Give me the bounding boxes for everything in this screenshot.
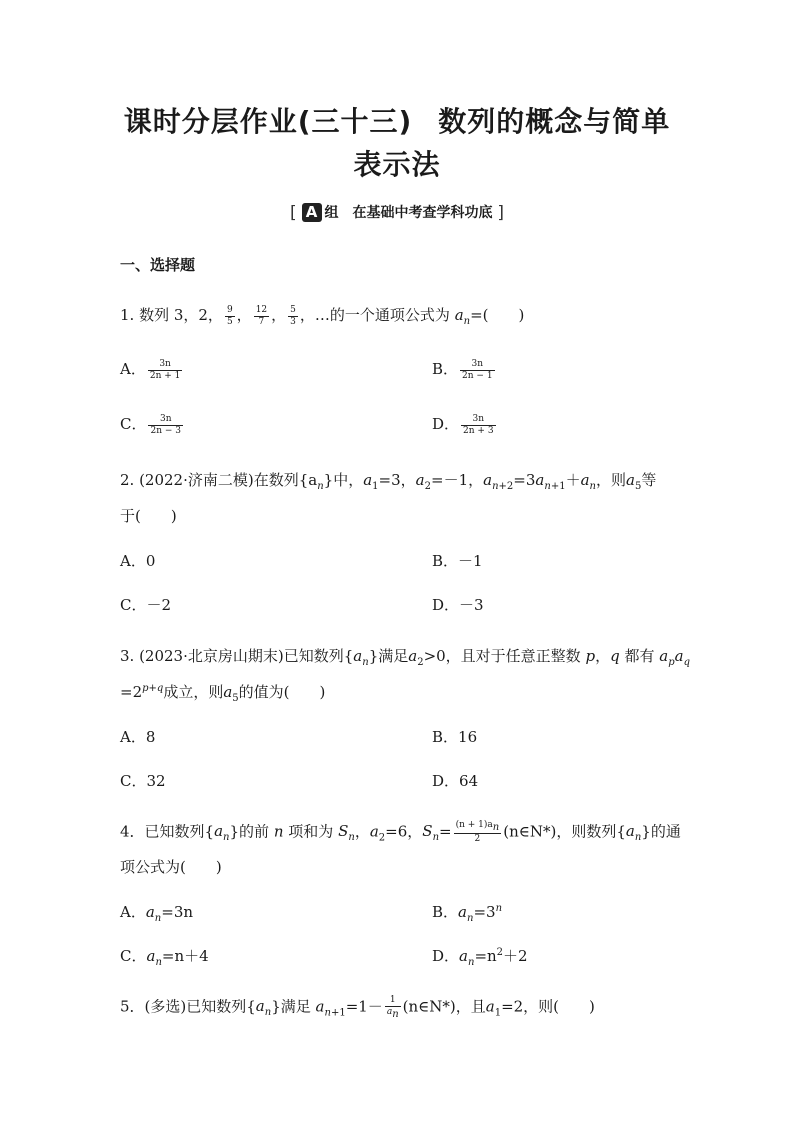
- question-3-line2: $=2^{p+q}$成立，则$a_5$的值为( ): [120, 683, 326, 704]
- q1-option-d[interactable]: [432, 413, 498, 437]
- q5-frac: [385, 995, 401, 1020]
- q2-c-value: －2: [146, 596, 172, 614]
- q1-close: ): [518, 306, 525, 324]
- q4-option-c[interactable]: C．$a_n=n+4$: [120, 947, 209, 968]
- q1-frac-2-num: 12: [255, 304, 268, 315]
- q3-text-a: 3. (2023·北京房山期末)已知数列{: [120, 647, 354, 665]
- q2-a-value: 0: [145, 552, 156, 570]
- question-3-line1: 3. (2023·北京房山期末)已知数列$\{a_n\}$满足$a_2>0$，且对于任意正整数 p，q 都有 $a_pa_q$: [120, 647, 690, 668]
- q4-close: ): [215, 858, 222, 876]
- q4-frac-num: $(n + 1)a_n$: [455, 820, 500, 833]
- q3-option-a[interactable]: [120, 726, 155, 747]
- q1-b-den: 2n − 1: [462, 370, 493, 381]
- q3-close: ): [319, 683, 326, 701]
- q4-b-value: =3: [473, 903, 496, 921]
- question-2-line1: 2. (2022·济南二模)在数列$\{a_n\}$中，$a_1=3$，$a_2=-1$，$a_{n+2}=3a_{n+1}+a_n$，则$a_5$等: [120, 471, 657, 492]
- question-5-line1: 5．(多选)已知数列$\{a_n\}$满足 $a_{n+1}=1-$ $\frac{1}{a_n}$ (n∈N*)，且$a_1=2$，则( ): [120, 995, 595, 1020]
- q2-a-label: A．: [120, 552, 146, 570]
- page-title-line2: 表示法: [353, 148, 441, 181]
- q1-c-num: 3n: [148, 414, 183, 426]
- q2-c-label: C．: [120, 596, 147, 614]
- title-part-a: 课时分层作业(三十三): [123, 105, 413, 138]
- q3-option-c[interactable]: [120, 770, 166, 791]
- q5-text-d: (n∈N*)，且: [402, 997, 486, 1016]
- q5-frac-den: $a_n$: [386, 1007, 399, 1020]
- group-badge: A: [302, 203, 322, 222]
- q1-end: =(: [470, 306, 489, 324]
- q3-a-label: A．: [120, 728, 146, 746]
- q4-a-label: A．: [120, 903, 146, 921]
- bracket-close: ]: [497, 203, 505, 223]
- q2-option-d[interactable]: [432, 594, 484, 615]
- q4-c-label: C．: [120, 947, 147, 965]
- q4-text-e: =6，: [385, 822, 423, 841]
- q1-frac-3-den: 3: [290, 316, 296, 327]
- q4-frac-num-text: (n + 1)a: [455, 820, 493, 830]
- q5-frac-num: 1: [385, 995, 401, 1007]
- q1-a-label: A．: [120, 360, 146, 378]
- q1-a-num: 3n: [148, 359, 183, 371]
- group-label: 组: [324, 205, 339, 221]
- title-part-b: 数列的概念与简单: [438, 105, 671, 138]
- q3-d-value: 64: [459, 772, 479, 790]
- q2-option-b[interactable]: [432, 550, 483, 571]
- q4-c-value: =n＋4: [161, 947, 209, 965]
- group-heading: [0, 202, 794, 223]
- q3-c-value: 32: [146, 772, 166, 790]
- q1-c-label: C．: [120, 415, 147, 433]
- q4-line2: 项公式为(: [120, 858, 186, 876]
- q1-a-den: 2n + 1: [149, 370, 181, 381]
- q2-option-c[interactable]: [120, 594, 171, 615]
- q4-text-f: =: [439, 822, 452, 841]
- q1-d-num: 3n: [461, 414, 496, 426]
- q1-c-frac: [148, 414, 183, 437]
- q4-text-h: }的通: [641, 822, 681, 841]
- question-4-line1: 4．已知数列$\{a_n\}$的前 n 项和为 $S_n$，$a_2=6$，$S_n=$ $\frac{(n + 1)a_n}{2}$ (n∈N*)，则数列$\{a_n\}$的通: [120, 820, 681, 844]
- q1-b-label: B．: [432, 360, 459, 378]
- q1-a-frac: [148, 359, 183, 382]
- q2-cond-5: ，则: [595, 471, 626, 489]
- q1-d-den: 2n + 3: [463, 425, 494, 436]
- q2-b-value: －1: [458, 552, 483, 570]
- section-heading: 一、选择题: [120, 256, 196, 274]
- q1-text: 1. 数列 3，2，: [120, 306, 223, 324]
- q2-cond-1: =3，: [378, 471, 416, 489]
- q2-close: ): [170, 507, 177, 525]
- q1-d-label: D．: [432, 415, 460, 433]
- q3-line2-a: =2: [120, 683, 143, 701]
- q1-frac-3: [288, 305, 298, 328]
- page-title-line1: [0, 100, 794, 140]
- group-description: 在基础中考查学科功底: [352, 205, 493, 221]
- q3-text-b: }满足: [368, 647, 409, 665]
- q3-b-value: 16: [458, 728, 478, 746]
- q3-d-label: D．: [432, 772, 460, 790]
- q2-cond-6: 等: [641, 471, 657, 489]
- q2-d-label: D．: [432, 596, 460, 614]
- q2-option-a[interactable]: [120, 550, 155, 571]
- bracket-open: [: [289, 203, 297, 223]
- q4-a-value: =3n: [161, 903, 194, 921]
- q1-frac-2: [254, 305, 269, 328]
- q4-text-g: (n∈N*)，则数列{: [503, 822, 626, 841]
- q1-frac-2-den: 7: [258, 316, 265, 327]
- q1-b-frac: [460, 359, 495, 382]
- q4-option-d[interactable]: D．$a_n=n^2+2$: [432, 947, 528, 968]
- q4-text-d: ，: [354, 822, 370, 841]
- q1-option-a[interactable]: [120, 358, 184, 382]
- q5-text-e: =2，则(: [501, 997, 560, 1016]
- q3-text-d: 都有: [624, 647, 655, 665]
- q3-c-label: C．: [120, 772, 147, 790]
- q3-a-value: 8: [145, 728, 156, 746]
- q1-frac-1: [225, 305, 235, 328]
- q4-option-b[interactable]: B．$a_n=3^n$: [432, 903, 503, 924]
- q1-frac-1-num: 9: [226, 304, 233, 315]
- q1-frac-3-num: 5: [290, 304, 296, 315]
- q1-c-den: 2n − 3: [150, 425, 181, 436]
- q2-text-a: 2. (2022·济南二模)在数列{a: [120, 471, 318, 489]
- q3-option-d[interactable]: [432, 770, 478, 791]
- q4-option-a[interactable]: A．$a_n=3n$: [120, 903, 194, 924]
- q5-text-c: =1－: [345, 997, 383, 1016]
- q3-option-b[interactable]: [432, 726, 477, 747]
- q4-text-a: 4．已知数列{: [120, 822, 215, 841]
- q2-b-label: B．: [432, 552, 459, 570]
- q2-line2: 于(: [120, 507, 141, 525]
- q3-line2-b: 成立，则: [163, 683, 224, 701]
- q4-text-b: }的前: [229, 822, 270, 841]
- q1-option-b[interactable]: [432, 358, 497, 382]
- q4-text-c: 项和为: [288, 822, 334, 841]
- q1-d-frac: [461, 414, 496, 437]
- q4-d-label: D．: [432, 947, 460, 965]
- q4-frac-den: 2: [474, 833, 481, 844]
- question-1: 1. 数列 3，2， $\frac{9}{5}$ ， $\frac{12}{7}$ ， $\frac{5}{3}$ ，…的一个通项公式为 $a_n=$( ): [120, 304, 525, 327]
- question-2-line2: [120, 505, 177, 526]
- q2-cond-3: =3: [513, 471, 536, 489]
- q1-frac-1-den: 5: [226, 316, 233, 327]
- q2-cond-2: =－1，: [431, 471, 484, 489]
- q4-b-label: B．: [432, 903, 459, 921]
- q1-b-num: 3n: [460, 359, 495, 371]
- q2-d-value: －3: [459, 596, 484, 614]
- question-4-line2: [120, 856, 222, 877]
- q3-b-label: B．: [432, 728, 459, 746]
- q4-d-value: =n: [474, 947, 497, 965]
- q1-option-c[interactable]: [120, 413, 185, 437]
- q4-frac: [454, 820, 502, 845]
- q2-cond-4: ＋: [565, 471, 581, 489]
- q3-text-c: >0，且对于任意正整数: [423, 647, 581, 665]
- q3-line2-c: 的值为(: [238, 683, 290, 701]
- q1-tail: ，…的一个通项公式为: [299, 306, 450, 324]
- q5-close: ): [589, 997, 595, 1016]
- q2-text-b: }中，: [323, 471, 364, 489]
- q5-text-a: 5．(多选)已知数列{: [120, 997, 256, 1016]
- q5-text-b: }满足: [271, 997, 311, 1016]
